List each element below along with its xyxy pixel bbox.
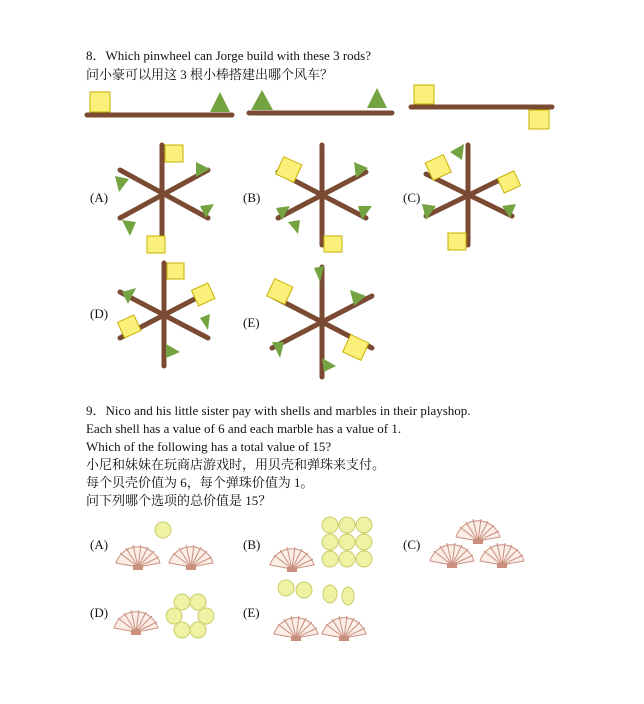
q9-option-a-items [112,515,222,575]
q9-option-e-items [268,576,378,646]
q8-option-c[interactable]: (C) [403,190,421,205]
q9-option-a[interactable]: (A) [90,537,109,552]
q9-option-e[interactable]: (E) [243,605,260,620]
q9-line2-en: Each shell has a value of 6 and each marble has a value of 1. [86,421,402,436]
q8-option-d[interactable]: (D) [90,306,109,321]
q9-line3-zh: 问下列哪个选项的总价值是 15？ [86,493,272,508]
rod-1 [84,86,234,126]
q9-option-d[interactable]: (D) [90,605,109,620]
q9-option-d-items [112,590,222,640]
q9-option-b-items [268,513,378,578]
rod-2 [246,86,394,126]
pinwheel-b [270,140,380,260]
q9-title-en: 9．Nico and his little sister pay with shells and marbles in their playshop. [86,403,471,418]
q9-option-b[interactable]: (B) [243,537,261,552]
q9-line3-en: Which of the following has a total value of 15? [86,439,332,454]
q8-option-b[interactable]: (B) [243,190,261,205]
pinwheel-c [420,140,530,260]
pinwheel-d [112,258,222,378]
q9-option-c-items [424,505,534,575]
pinwheel-e [262,262,382,382]
q9-line1-zh: 小尼和妹妹在玩商店游戏时，用贝壳和弹珠来支付。 [86,457,386,472]
q8-option-e[interactable]: (E) [243,315,260,330]
q9-line2-zh: 每个贝壳价值为 6，每个弹珠价值为 1。 [86,475,314,490]
q8-option-a[interactable]: (A) [90,190,109,205]
pinwheel-a [112,140,222,260]
rod-3 [408,84,554,132]
q8-title-en: 8．Which pinwheel can Jorge build with these 3 rods? [86,48,371,63]
q8-title-zh: 问小豪可以用这 3 根小棒搭建出哪个风车？ [86,67,334,82]
q9-option-c[interactable]: (C) [403,537,421,552]
